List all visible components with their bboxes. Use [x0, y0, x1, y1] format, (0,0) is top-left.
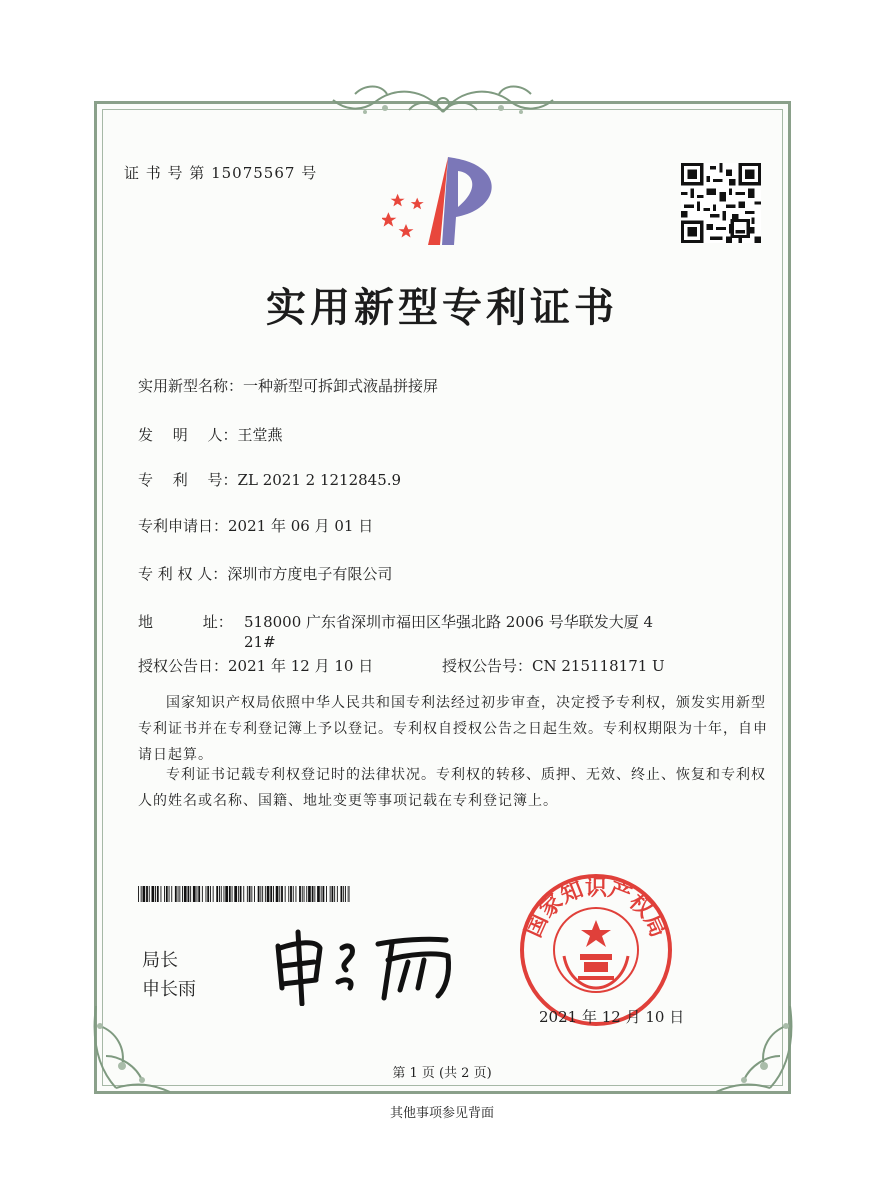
- top-ornament-icon: [325, 82, 561, 126]
- page-number: 第 1 页 (共 2 页): [392, 1066, 492, 1081]
- barcode-bar: [288, 886, 289, 902]
- barcode-bar: [161, 886, 162, 902]
- back-note: 其他事项参见背面: [389, 1106, 494, 1121]
- barcode-bar: [155, 886, 156, 902]
- barcode-bar: [334, 886, 335, 902]
- barcode-bar: [193, 886, 196, 902]
- field-label: 专 利 号：: [138, 471, 238, 489]
- barcode-bar: [332, 886, 334, 902]
- barcode-bar: [166, 886, 168, 902]
- barcode-bar: [224, 886, 225, 902]
- certificate-number: 证 书 号 第 15075567 号: [124, 164, 318, 182]
- barcode: [138, 886, 350, 902]
- barcode-bar: [262, 886, 263, 902]
- cnipa-emblem-icon: [382, 155, 506, 247]
- barcode-bar: [348, 886, 349, 902]
- field-label: 发 明 人：: [138, 426, 238, 444]
- barcode-bar: [337, 886, 338, 902]
- barcode-bar: [314, 886, 315, 902]
- seal-date: 2021 年 12 月 10 日: [539, 1008, 685, 1026]
- barcode-bar: [249, 886, 251, 902]
- seal-text: 国家知识产权局: [521, 875, 671, 942]
- barcode-bar: [279, 886, 280, 902]
- barcode-bar: [317, 886, 320, 902]
- barcode-bar: [190, 886, 191, 902]
- barcode-bar: [350, 886, 351, 902]
- corner-ornament-left-icon: [86, 996, 176, 1096]
- barcode-bar: [178, 886, 179, 902]
- barcode-bar: [138, 886, 139, 902]
- barcode-bar: [146, 886, 148, 902]
- barcode-bar: [273, 886, 274, 902]
- barcode-bar: [302, 886, 303, 902]
- barcode-bar: [281, 886, 283, 902]
- barcode-bar: [247, 886, 248, 902]
- inventor: [138, 425, 283, 445]
- barcode-bar: [345, 886, 346, 902]
- barcode-bar: [219, 886, 220, 902]
- field-label: 专利申请日：: [138, 517, 229, 535]
- barcode-bar: [285, 886, 286, 902]
- patent-number: [138, 470, 401, 490]
- barcode-bar: [141, 886, 142, 902]
- barcode-bar: [267, 886, 270, 902]
- barcode-bar: [184, 886, 187, 902]
- barcode-bar: [164, 886, 165, 902]
- barcode-bar: [157, 886, 159, 902]
- field-value: 王堂燕: [237, 426, 283, 444]
- barcode-bar: [171, 886, 172, 902]
- barcode-bar: [179, 886, 180, 902]
- barcode-bar: [207, 886, 209, 902]
- barcode-bar: [238, 886, 239, 902]
- barcode-bar: [229, 886, 231, 902]
- director-title: 局长: [142, 950, 178, 971]
- barcode-bar: [234, 886, 237, 902]
- barcode-bar: [276, 886, 279, 902]
- barcode-bar: [221, 886, 222, 902]
- barcode-bar: [341, 886, 343, 902]
- barcode-bar: [306, 886, 307, 902]
- barcode-bar: [265, 886, 266, 902]
- barcode-bar: [202, 886, 203, 902]
- barcode-bar: [308, 886, 311, 902]
- barcode-bar: [152, 886, 155, 902]
- field-label: 授权公告日：: [138, 657, 229, 675]
- barcode-bar: [213, 886, 214, 902]
- field-label: 实用新型名称：: [138, 377, 244, 395]
- signature-icon: [268, 926, 468, 1006]
- barcode-bar: [197, 886, 198, 902]
- grant-number: [442, 656, 665, 676]
- field-value: CN 215118171 U: [532, 657, 665, 675]
- patentee: [138, 564, 392, 584]
- barcode-bar: [260, 886, 261, 902]
- barcode-bar: [343, 886, 344, 902]
- barcode-bar: [210, 886, 211, 902]
- barcode-bar: [188, 886, 190, 902]
- barcode-bar: [290, 886, 292, 902]
- corner-ornament-right-icon: [710, 996, 800, 1096]
- utility-model-name: [138, 376, 438, 396]
- legal-status-paragraph: 专利证书记载专利权登记时的法律状况。专利权的转移、质押、无效、终止、恢复和专利权人的姓名或名称、国籍、地址变更等事项记载在专利登记簿上。: [138, 767, 766, 809]
- address-label: 地 址：: [138, 613, 233, 631]
- barcode-bar: [258, 886, 260, 902]
- barcode-bar: [323, 886, 325, 902]
- field-value: 2021 年 06 月 01 日: [228, 517, 374, 535]
- field-label: 专 利 权 人：: [138, 565, 228, 583]
- field-value: 一种新型可拆卸式液晶拼接屏: [243, 377, 439, 395]
- barcode-bar: [326, 886, 327, 902]
- director-name: 申长雨: [142, 979, 196, 1000]
- barcode-bar: [312, 886, 314, 902]
- barcode-bar: [296, 886, 297, 902]
- field-value: 深圳市方度电子有限公司: [227, 565, 393, 583]
- barcode-bar: [243, 886, 244, 902]
- barcode-bar: [240, 886, 242, 902]
- barcode-bar: [175, 886, 177, 902]
- field-value: 2021 年 12 月 10 日: [228, 657, 374, 675]
- barcode-bar: [293, 886, 294, 902]
- barcode-bar: [270, 886, 272, 902]
- barcode-bar: [330, 886, 331, 902]
- grant-paragraph: 国家知识产权局依照中华人民共和国专利法经过初步审查，决定授予专利权，颁发实用新型专利证书并在专利登记簿上予以登记。专利权自授权公告之日起生效。专利权期限为十年，自申请日起算。: [138, 695, 768, 763]
- barcode-bar: [299, 886, 301, 902]
- barcode-bar: [198, 886, 200, 902]
- barcode-bar: [321, 886, 322, 902]
- barcode-bar: [182, 886, 183, 902]
- field-label: 授权公告号：: [442, 657, 533, 675]
- barcode-bar: [251, 886, 252, 902]
- barcode-bar: [216, 886, 218, 902]
- barcode-bar: [206, 886, 207, 902]
- qr-code: [681, 163, 761, 243]
- page-title: 实用新型专利证书: [266, 285, 618, 331]
- grant-date: [138, 656, 373, 676]
- barcode-bar: [225, 886, 228, 902]
- barcode-bar: [232, 886, 233, 902]
- filing-date: [138, 516, 373, 536]
- official-seal-icon: [518, 872, 674, 1028]
- barcode-bar: [169, 886, 170, 902]
- barcode-bar: [143, 886, 146, 902]
- address-value: 518000 广东省深圳市福田区华强北路 2006 号华联发大厦 4 21#: [244, 613, 654, 651]
- field-value: ZL 2021 2 1212845.9: [237, 471, 402, 489]
- barcode-bar: [254, 886, 255, 902]
- barcode-bar: [149, 886, 150, 902]
- barcode-bar: [304, 886, 305, 902]
